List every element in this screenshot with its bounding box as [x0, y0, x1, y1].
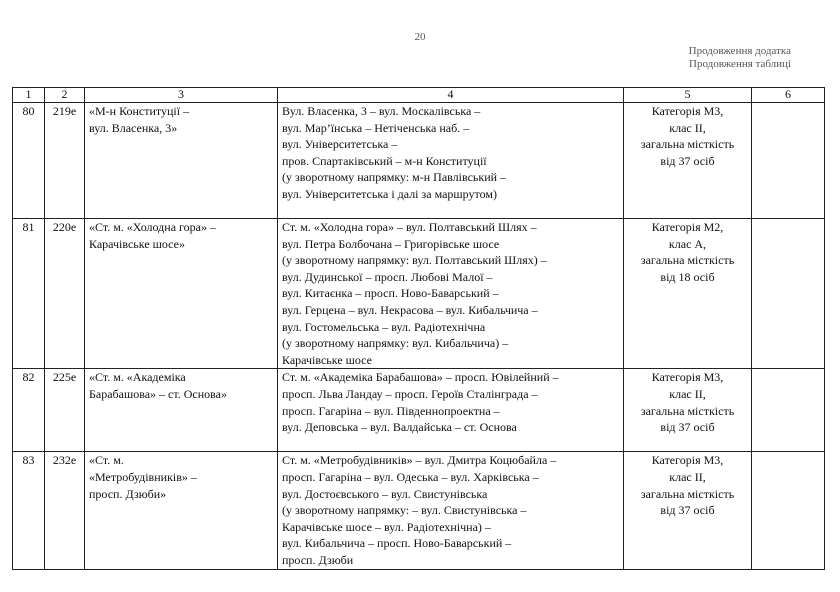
- table-header-row: [13, 88, 825, 103]
- route-path-line: вул. Гостомельська – вул. Радіотехнічна: [282, 319, 486, 334]
- category-line: Категорія М3,: [651, 453, 724, 468]
- route-path-line: Ст. м. «Холодна гора» – вул. Полтавський Шлях –: [282, 220, 537, 234]
- route-name: [85, 103, 278, 219]
- route-name-line: вул. Власенка, 3»: [89, 120, 178, 135]
- route-name-line: «Ст. м. «Академіка: [89, 370, 186, 385]
- route-path-line: Карачівське шосе: [282, 352, 372, 367]
- vehicle-category: [624, 452, 752, 569]
- category-line: Категорія М3,: [651, 104, 724, 118]
- header-col-3: 3: [85, 88, 278, 103]
- route-path-line: вул. Деповська – вул. Валдайська – ст. Основа: [282, 420, 517, 435]
- route-path-line: просп. Дзюби: [282, 552, 354, 567]
- vehicle-category: [624, 103, 752, 219]
- continuation-note: [689, 45, 791, 71]
- page-number: 20: [414, 31, 426, 43]
- header-col-6: 6: [752, 88, 825, 103]
- vehicle-category: [624, 369, 752, 452]
- table-row: [13, 369, 825, 452]
- route-path-line: вул. Університетська –: [282, 137, 398, 152]
- route-number: 232е: [45, 452, 85, 569]
- header-col-2: 2: [45, 88, 85, 103]
- route-path-line: просп. Гагаріна – вул. Одеська – вул. Харківська –: [282, 469, 539, 484]
- category-line: від 37 осіб: [660, 153, 715, 168]
- route-path-line: Карачівське шосе – вул. Радіотехнічна) –: [282, 519, 491, 534]
- route-path-line: Ст. м. «Метробудівників» – вул. Дмитра Коцюбайла –: [282, 453, 557, 468]
- header-col-1: 1: [13, 88, 45, 103]
- route-name-line: Карачівське шосе»: [89, 236, 185, 251]
- route-path-line: (у зворотному напрямку: м-н Павлівський –: [282, 170, 507, 185]
- category-line: загальна місткість: [640, 486, 735, 501]
- route-path-line: вул. Достоєвського – вул. Свистунівська: [282, 486, 488, 501]
- category-line: клас А,: [668, 236, 707, 251]
- route-number: 225е: [45, 369, 85, 452]
- route-name-line: Барабашова» – ст. Основа»: [89, 386, 227, 401]
- route-path-line: пров. Спартаківський – м-н Конституції: [282, 153, 487, 168]
- route-path-line: вул. Мар’їнська – Нетіченська наб. –: [282, 120, 470, 135]
- continuation-appendix: Продовження додатка: [688, 45, 791, 57]
- category-line: загальна місткість: [640, 137, 735, 152]
- route-path: [278, 452, 624, 569]
- row-number: 81: [13, 219, 45, 369]
- route-name-line: «Ст. м. «Холодна гора» –: [89, 220, 216, 234]
- category-line: від 37 осіб: [660, 420, 715, 435]
- route-path-line: вул. Дудинської – просп. Любові Малої –: [282, 269, 493, 284]
- category-line: від 18 осіб: [660, 269, 715, 284]
- continuation-table: Продовження таблиці: [689, 58, 791, 70]
- row-number: 83: [13, 452, 45, 569]
- routes-table: [12, 87, 825, 570]
- route-path-line: просп. Льва Ландау – просп. Героїв Сталінграда –: [282, 386, 538, 401]
- category-line: клас ІІ,: [669, 120, 706, 135]
- header-col-5: 5: [624, 88, 752, 103]
- table-row: [13, 103, 825, 219]
- route-path-line: Вул. Власенка, 3 – вул. Москалівська –: [282, 104, 481, 118]
- route-number: 219е: [45, 103, 85, 219]
- route-name-line: «Метробудівників» –: [89, 469, 197, 484]
- note-cell: [752, 219, 825, 369]
- route-name-line: «Ст. м.: [89, 453, 124, 468]
- note-cell: [752, 103, 825, 219]
- table-row: [13, 452, 825, 569]
- route-name-line: просп. Дзюби»: [89, 486, 167, 501]
- route-path: [278, 369, 624, 452]
- route-path-line: вул. Петра Болбочана – Григорівське шосе: [282, 236, 500, 251]
- category-line: клас ІІ,: [669, 386, 706, 401]
- note-cell: [752, 452, 825, 569]
- route-path-line: (у зворотному напрямку: вул. Полтавський Шлях) –: [282, 253, 547, 268]
- route-name: [85, 369, 278, 452]
- route-path-line: (у зворотному напрямку: – вул. Свистунівська –: [282, 503, 527, 518]
- vehicle-category: [624, 219, 752, 369]
- category-line: від 37 осіб: [660, 503, 715, 518]
- header-col-4: 4: [278, 88, 624, 103]
- row-number: 82: [13, 369, 45, 452]
- route-path-line: просп. Гагаріна – вул. Південнопроектна –: [282, 403, 500, 418]
- route-path-line: Ст. м. «Академіка Барабашова» – просп. Ювілейний –: [282, 370, 559, 385]
- row-number: 80: [13, 103, 45, 219]
- route-path: [278, 103, 624, 219]
- route-name: [85, 452, 278, 569]
- table-row: [13, 219, 825, 369]
- route-path-line: вул. Університетська і далі за маршрутом): [282, 186, 497, 201]
- route-path-line: (у зворотному напрямку: вул. Кибальчича) –: [282, 336, 509, 351]
- category-line: Категорія М3,: [651, 370, 724, 385]
- route-name: [85, 219, 278, 369]
- route-path-line: вул. Кибальчича – просп. Ново-Баварський –: [282, 536, 512, 551]
- note-cell: [752, 369, 825, 452]
- route-path-line: вул. Герцена – вул. Некрасова – вул. Кибальчича –: [282, 302, 538, 317]
- route-name-line: «М-н Конституції –: [89, 104, 190, 118]
- category-line: загальна місткість: [640, 253, 735, 268]
- route-number: 220е: [45, 219, 85, 369]
- route-path: [278, 219, 624, 369]
- category-line: Категорія М2,: [651, 220, 724, 234]
- route-path-line: вул. Китаєнка – просп. Ново-Баварський –: [282, 286, 499, 301]
- category-line: загальна місткість: [640, 403, 735, 418]
- category-line: клас ІІ,: [669, 469, 706, 484]
